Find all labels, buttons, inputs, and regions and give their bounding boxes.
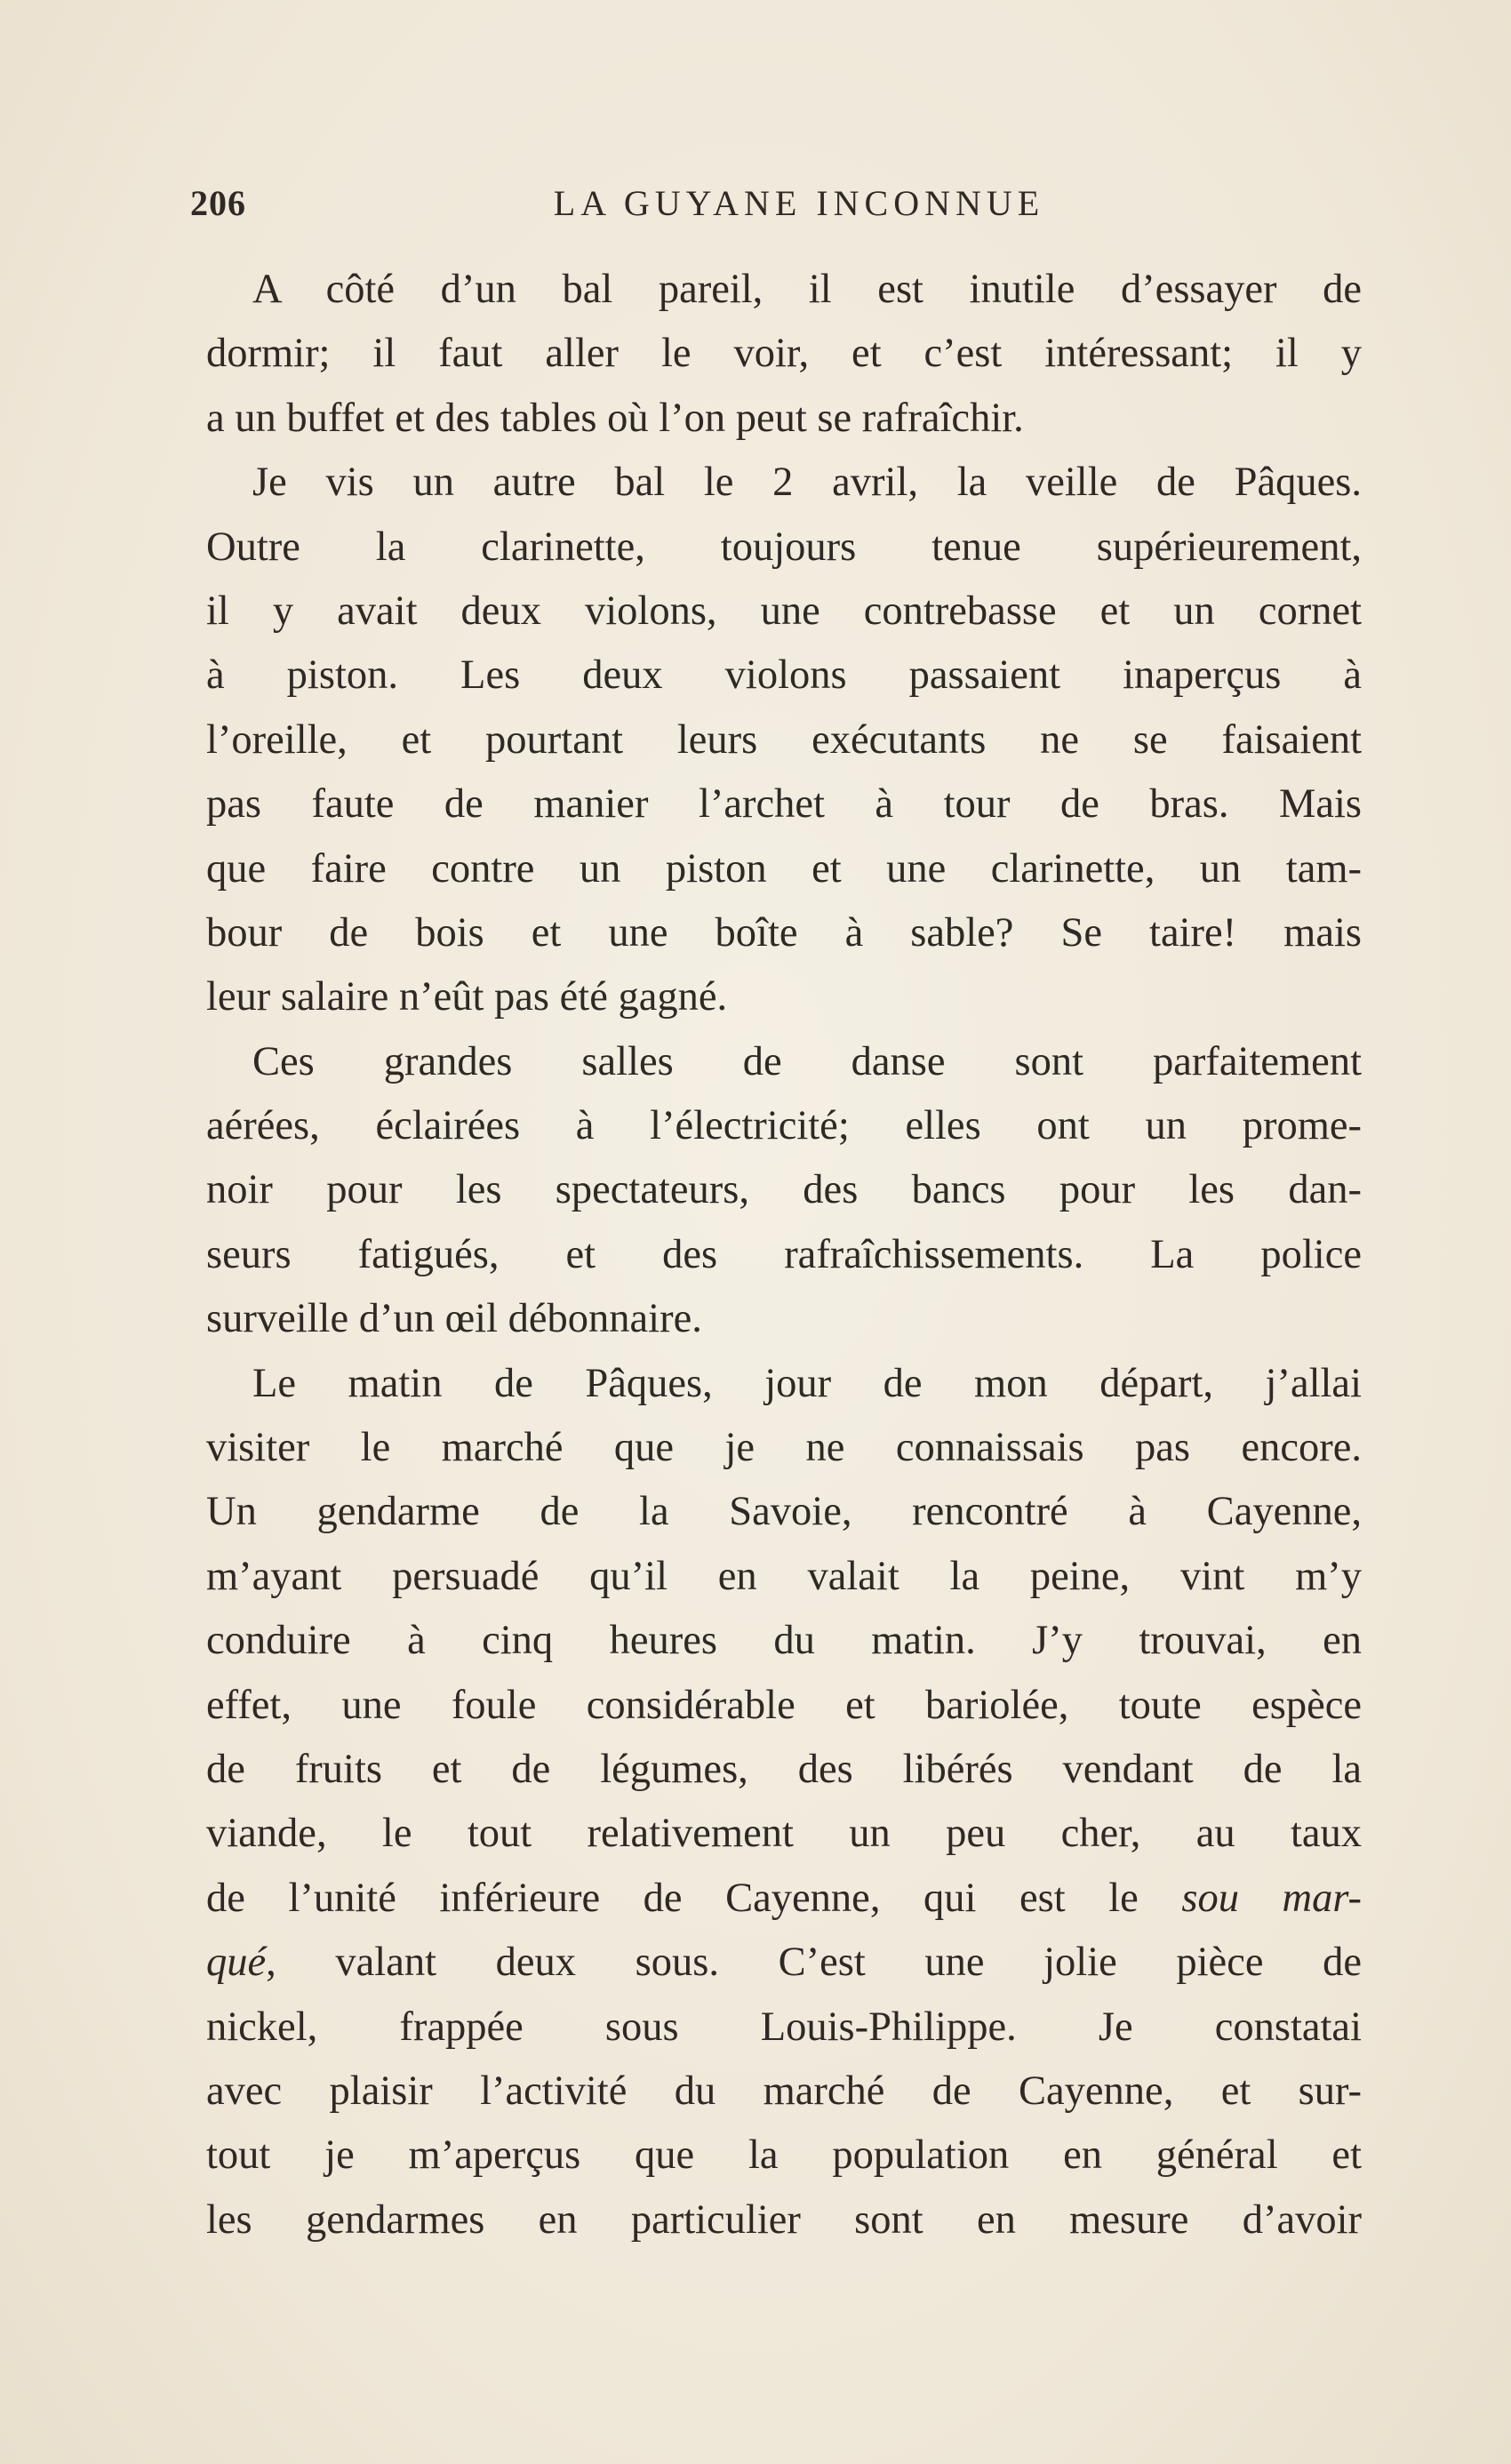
text-line: l’oreille, et pourtant leurs exécutants ne se faisaient — [206, 716, 1362, 763]
text-line: a un buffet et des tables où l’on peut se rafraîchir. — [206, 395, 1024, 441]
text-line: dormir; il faut aller le voir, et c’est intéressant; il y — [206, 331, 1362, 377]
text-line: Un gendarme de la Savoie, rencontré à Cayenne, — [206, 1489, 1362, 1535]
text-line: m’ayant persuadé qu’il en valait la peine, vint m’y — [206, 1553, 1362, 1599]
text-line: Outre la clarinette, toujours tenue supérieurement, — [206, 524, 1362, 570]
italic-term: sou mar- — [1181, 1875, 1362, 1921]
text-segment: , valant deux sous. C’est une jolie pièce de — [266, 1940, 1362, 1986]
text-line: avec plaisir l’activité du marché de Cayenne, et sur- — [206, 2068, 1362, 2114]
text-line: les gendarmes en particulier sont en mesure d’avoir — [206, 2196, 1362, 2243]
text-line: que faire contre un piston et une clarinette, un tam- — [206, 845, 1362, 892]
text-line: conduire à cinq heures du matin. J’y trouvai, en — [206, 1618, 1362, 1664]
text-line — [206, 1867, 1362, 1931]
text-line: effet, une foule considérable et bariolée, toute espèce — [206, 1682, 1362, 1728]
text-line — [206, 1931, 1362, 1995]
text-line: A côté d’un bal pareil, il est inutile d’essayer de — [252, 267, 1362, 312]
text-line: Ces grandes salles de danse sont parfaitement — [252, 1038, 1362, 1084]
text-line: surveille d’un œil débonnaire. — [206, 1296, 702, 1342]
page-number: 206 — [190, 183, 246, 223]
text-line: seurs fatigués, et des rafraîchissements. La police — [206, 1231, 1362, 1277]
text-line: Je vis un autre bal le 2 avril, la veille de Pâques. — [252, 460, 1362, 506]
text-line: visiter le marché que je ne connaissais pas encore. — [206, 1425, 1362, 1471]
text-segment: de l’unité inférieure de Cayenne, qui est le — [206, 1875, 1182, 1921]
text-line: de fruits et de légumes, des libérés vendant de la — [206, 1746, 1362, 1792]
text-line: à piston. Les deux violons passaient inaperçus à — [206, 652, 1362, 699]
text-line: noir pour les spectateurs, des bancs pour les dan- — [206, 1167, 1362, 1213]
page-header — [190, 182, 1372, 227]
text-line: leur salaire n’eût pas été gagné. — [206, 974, 728, 1020]
text-line: tout je m’aperçus que la population en général et — [206, 2132, 1362, 2179]
text-line: aérées, éclairées à l’électricité; elles ont un prome- — [206, 1103, 1362, 1149]
running-title: LA GUYANE INCONNUE — [553, 183, 1045, 223]
text-line: il y avait deux violons, une contrebasse et un cornet — [206, 588, 1362, 634]
italic-term: qué — [206, 1940, 267, 1986]
text-line: bour de bois et une boîte à sable? Se taire! mais — [206, 909, 1362, 956]
text-line: pas faute de manier l’archet à tour de bras. Mais — [206, 781, 1362, 828]
body-text — [206, 258, 1362, 2252]
text-line: Le matin de Pâques, jour de mon départ, j’allai — [252, 1360, 1362, 1406]
text-line: nickel, frappée sous Louis-Philippe. Je constatai — [206, 2004, 1362, 2050]
text-line: viande, le tout relativement un peu cher, au taux — [206, 1811, 1362, 1857]
